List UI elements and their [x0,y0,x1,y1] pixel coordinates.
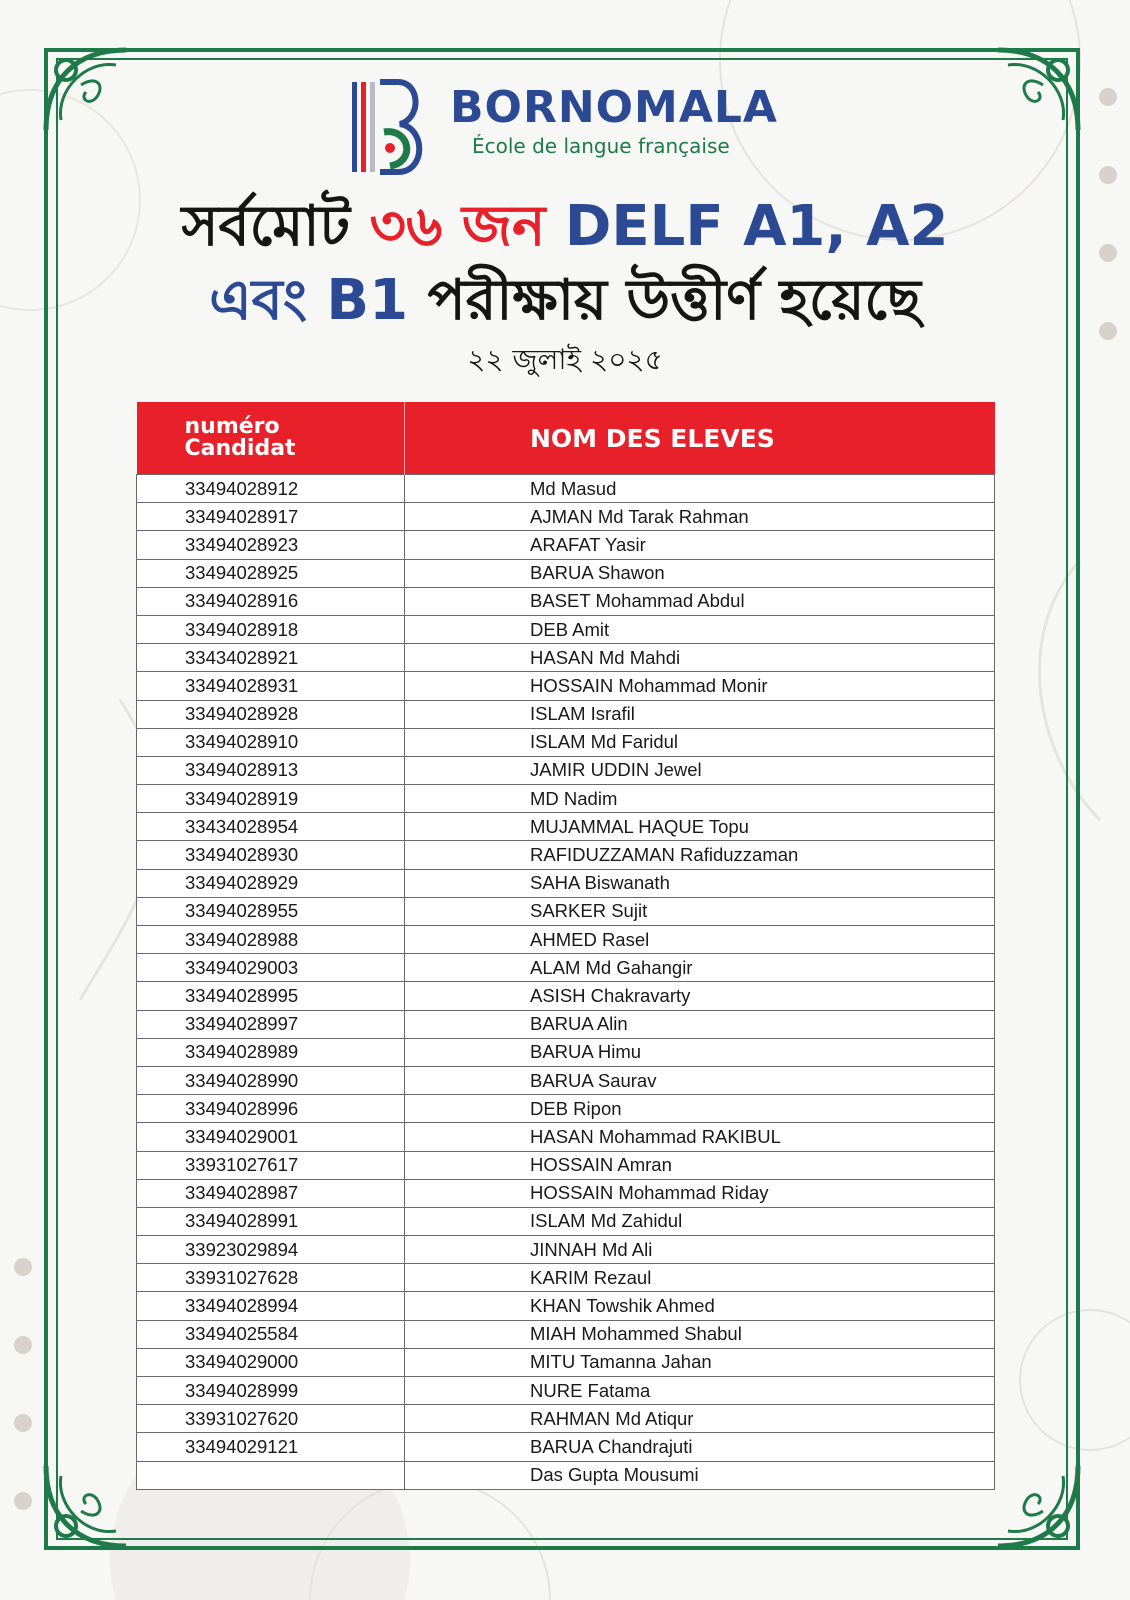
candidate-number-cell: 33931027628 [137,1264,405,1292]
candidate-number-cell: 33494028916 [137,587,405,615]
student-name-cell: ARAFAT Yasir [405,531,995,559]
candidate-number-cell: 33434028921 [137,644,405,672]
headline-passed: পরীক্ষায় উত্তীর্ণ হয়েছে [427,268,921,333]
candidate-number-cell: 33494028999 [137,1377,405,1405]
student-name-cell: KHAN Towshik Ahmed [405,1292,995,1320]
student-name-cell: BARUA Chandrajuti [405,1433,995,1461]
student-name-cell: BARUA Shawon [405,559,995,587]
candidate-number-cell: 33494028990 [137,1066,405,1094]
table-row [137,1123,995,1151]
candidate-number-cell: 33931027617 [137,1151,405,1179]
table-row [137,785,995,813]
table-row [137,1095,995,1123]
student-name-cell: BARUA Alin [405,1010,995,1038]
side-dot [14,1258,32,1276]
candidate-number-cell: 33494029121 [137,1433,405,1461]
student-name-cell: RAHMAN Md Atiqur [405,1405,995,1433]
candidate-number-cell: 33494028919 [137,785,405,813]
corner-ornament-top-right [978,40,1088,150]
header-candidate-line-1: numéro [184,414,280,439]
candidate-number-cell: 33494029003 [137,954,405,982]
table-row [137,1236,995,1264]
student-name-cell: ASISH Chakravarty [405,982,995,1010]
table-row [137,954,995,982]
table-row [137,926,995,954]
table-row [137,644,995,672]
candidate-number-cell: 33494028995 [137,982,405,1010]
student-name-cell: ISLAM Md Zahidul [405,1207,995,1235]
student-name-cell: MITU Tamanna Jahan [405,1348,995,1376]
candidate-number-cell: 33494029000 [137,1348,405,1376]
student-name-cell: AHMED Rasel [405,926,995,954]
table-row [137,756,995,784]
side-dot [1099,88,1117,106]
candidate-number-cell: 33494028925 [137,559,405,587]
candidate-number-cell: 33494029001 [137,1123,405,1151]
brand-tagline: École de langue française [472,134,730,158]
candidate-number-cell: 33494028930 [137,841,405,869]
student-name-cell: DEB Ripon [405,1095,995,1123]
headline-prefix: সর্বমোট [181,194,351,259]
corner-ornament-top-left [36,40,146,150]
student-name-cell: Das Gupta Mousumi [405,1461,995,1489]
candidate-number-cell: 33494028912 [137,475,405,503]
student-name-cell: MD Nadim [405,785,995,813]
candidate-number-cell: 33494028997 [137,1010,405,1038]
table-row [137,503,995,531]
student-name-cell: HASAN Mohammad RAKIBUL [405,1123,995,1151]
candidate-number-cell: 33494028996 [137,1095,405,1123]
table-row [137,1405,995,1433]
student-name-cell: HASAN Md Mahdi [405,644,995,672]
table-row [137,897,995,925]
candidate-number-cell: 33494028955 [137,897,405,925]
student-name-cell: HOSSAIN Amran [405,1151,995,1179]
student-name-cell: HOSSAIN Mohammad Riday [405,1179,995,1207]
candidate-number-cell: 33923029894 [137,1236,405,1264]
table-row [137,1461,995,1489]
table-row [137,728,995,756]
table-row [137,672,995,700]
table-row [137,869,995,897]
table-row [137,1207,995,1235]
student-name-cell: SARKER Sujit [405,897,995,925]
candidate-number-cell: 33494025584 [137,1320,405,1348]
table-row [137,841,995,869]
candidate-number-cell: 33494028994 [137,1292,405,1320]
candidate-number-cell: 33494028931 [137,672,405,700]
table-row [137,1066,995,1094]
table-body [137,475,995,1490]
student-name-cell: BARUA Saurav [405,1066,995,1094]
table-row [137,1377,995,1405]
table-row [137,1433,995,1461]
candidate-number-cell: 33494028913 [137,756,405,784]
student-name-cell: DEB Amit [405,615,995,643]
header-candidate-number [137,402,405,475]
table-row [137,1179,995,1207]
candidate-number-cell: 33494028917 [137,503,405,531]
header-student-names: NOM DES ELEVES [405,402,995,475]
table-row [137,475,995,503]
candidate-number-cell: 33494028929 [137,869,405,897]
student-name-cell: BASET Mohammad Abdul [405,587,995,615]
candidate-number-cell: 33931027620 [137,1405,405,1433]
headline-b1: এবং B1 [209,268,409,333]
result-date: ২২ জুলাই ২০২৫ [467,343,663,376]
table-header-row [137,402,995,475]
student-name-cell: MIAH Mohammed Shabul [405,1320,995,1348]
table-row [137,1320,995,1348]
side-dot [1099,166,1117,184]
student-name-cell: NURE Fatama [405,1377,995,1405]
header-candidate-line-2: Candidat [184,436,296,461]
table-row [137,1264,995,1292]
student-name-cell: ALAM Md Gahangir [405,954,995,982]
table-row [137,531,995,559]
student-name-cell: AJMAN Md Tarak Rahman [405,503,995,531]
student-name-cell: MUJAMMAL HAQUE Topu [405,813,995,841]
table-row [137,982,995,1010]
logo-wordmark [450,82,778,158]
student-name-cell: ISLAM Md Faridul [405,728,995,756]
candidate-number-cell: 33494028988 [137,926,405,954]
bornomala-logo-icon [350,78,430,178]
results-table [136,402,994,1490]
headline-line-2 [100,266,1030,336]
side-dot [1099,322,1117,340]
table-row [137,587,995,615]
student-name-cell: JINNAH Md Ali [405,1236,995,1264]
table-row [137,1151,995,1179]
table-row [137,1348,995,1376]
side-dot [14,1414,32,1432]
student-name-cell: RAFIDUZZAMAN Rafiduzzaman [405,841,995,869]
student-name-cell: ISLAM Israfil [405,700,995,728]
student-name-cell: JAMIR UDDIN Jewel [405,756,995,784]
student-name-cell: HOSSAIN Mohammad Monir [405,672,995,700]
table-row [137,1010,995,1038]
student-name-cell: KARIM Rezaul [405,1264,995,1292]
side-dot [14,1336,32,1354]
candidate-number-cell: 33494028989 [137,1038,405,1066]
candidate-number-cell: 33494028987 [137,1179,405,1207]
candidate-number-cell: 33494028928 [137,700,405,728]
headline-line-1 [100,192,1030,262]
table-row [137,1038,995,1066]
table-row [137,559,995,587]
table-row [137,1292,995,1320]
brand-name: BORNOMALA [450,82,778,133]
table-row [137,813,995,841]
candidate-number-cell: 33494028923 [137,531,405,559]
side-dot [1099,244,1117,262]
candidate-number-cell: 33494028910 [137,728,405,756]
corner-ornament-bottom-left [36,1446,146,1556]
side-dot [14,1492,32,1510]
candidate-number-cell: 33494028991 [137,1207,405,1235]
student-name-cell: SAHA Biswanath [405,869,995,897]
table-row [137,615,995,643]
candidate-number-cell: 33494028918 [137,615,405,643]
headline-exam-levels: DELF A1, A2 [564,194,949,259]
candidate-number-cell [137,1461,405,1489]
student-name-cell: BARUA Himu [405,1038,995,1066]
student-name-cell: Md Masud [405,475,995,503]
candidate-number-cell: 33434028954 [137,813,405,841]
headline-count: ৩৬ জন [369,194,546,259]
table-row [137,700,995,728]
